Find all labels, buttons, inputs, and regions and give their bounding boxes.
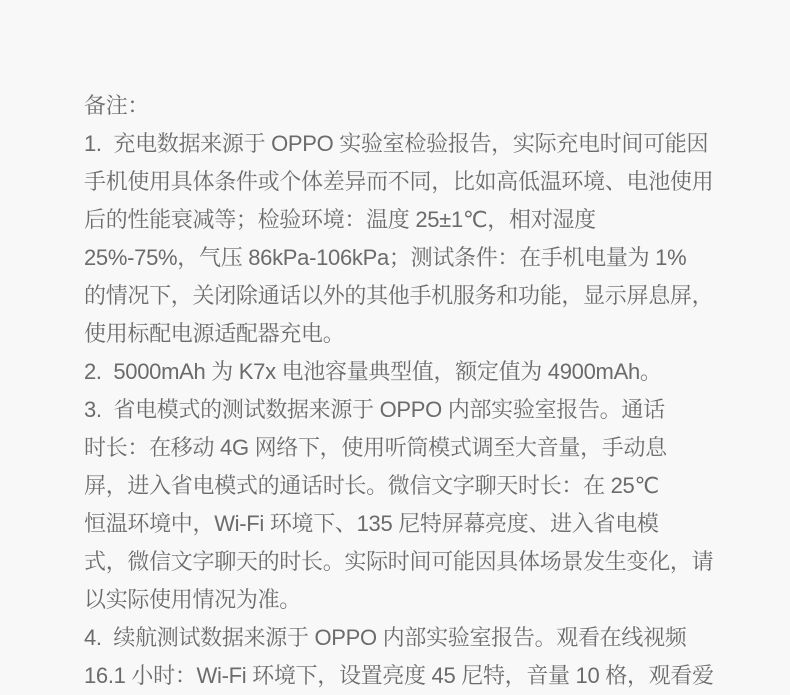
note-text-line: 的情况下，关闭除通话以外的其他手机服务和功能，显示屏息屏， bbox=[84, 283, 714, 308]
note-text-line: 1. 充电数据来源于 OPPO 实验室检验报告，实际充电时间可能因 bbox=[84, 131, 709, 156]
note-text-line: 以实际使用情况为准。 bbox=[84, 587, 302, 612]
note-text-line: 3. 省电模式的测试数据来源于 OPPO 内部实验室报告。通话 bbox=[84, 397, 665, 422]
note-text-line: 屏，进入省电模式的通话时长。微信文字聊天时长：在 25℃ bbox=[84, 473, 659, 498]
note-text-line: 手机使用具体条件或个体差异而不同，比如高低温环境、电池使用 bbox=[84, 169, 714, 194]
note-text-line: 4. 续航测试数据来源于 OPPO 内部实验室报告。观看在线视频 bbox=[84, 625, 687, 650]
note-text-line: 后的性能衰减等；检验环境：温度 25±1℃，相对湿度 bbox=[84, 207, 596, 232]
note-text-line: 25%-75%，气压 86kPa-106kPa；测试条件：在手机电量为 1% bbox=[84, 245, 687, 270]
note-text-line: 式，微信文字聊天的时长。实际时间可能因具体场景发生变化，请 bbox=[84, 549, 714, 574]
notes-title: 备注： bbox=[84, 93, 150, 118]
note-text-line: 2. 5000mAh 为 K7x 电池容量典型值，额定值为 4900mAh。 bbox=[84, 359, 662, 384]
note-text-line: 使用标配电源适配器充电。 bbox=[84, 321, 345, 346]
notes-body bbox=[84, 125, 734, 695]
note-text-line: 时长：在移动 4G 网络下，使用听筒模式调至大音量，手动息 bbox=[84, 435, 667, 460]
note-text-line: 恒温环境中，Wi-Fi 环境下、135 尼特屏幕亮度、进入省电模 bbox=[84, 511, 659, 536]
note-text-line: 16.1 小时：Wi-Fi 环境下，设置亮度 45 尼特，音量 10 格，观看爱 bbox=[84, 663, 714, 688]
